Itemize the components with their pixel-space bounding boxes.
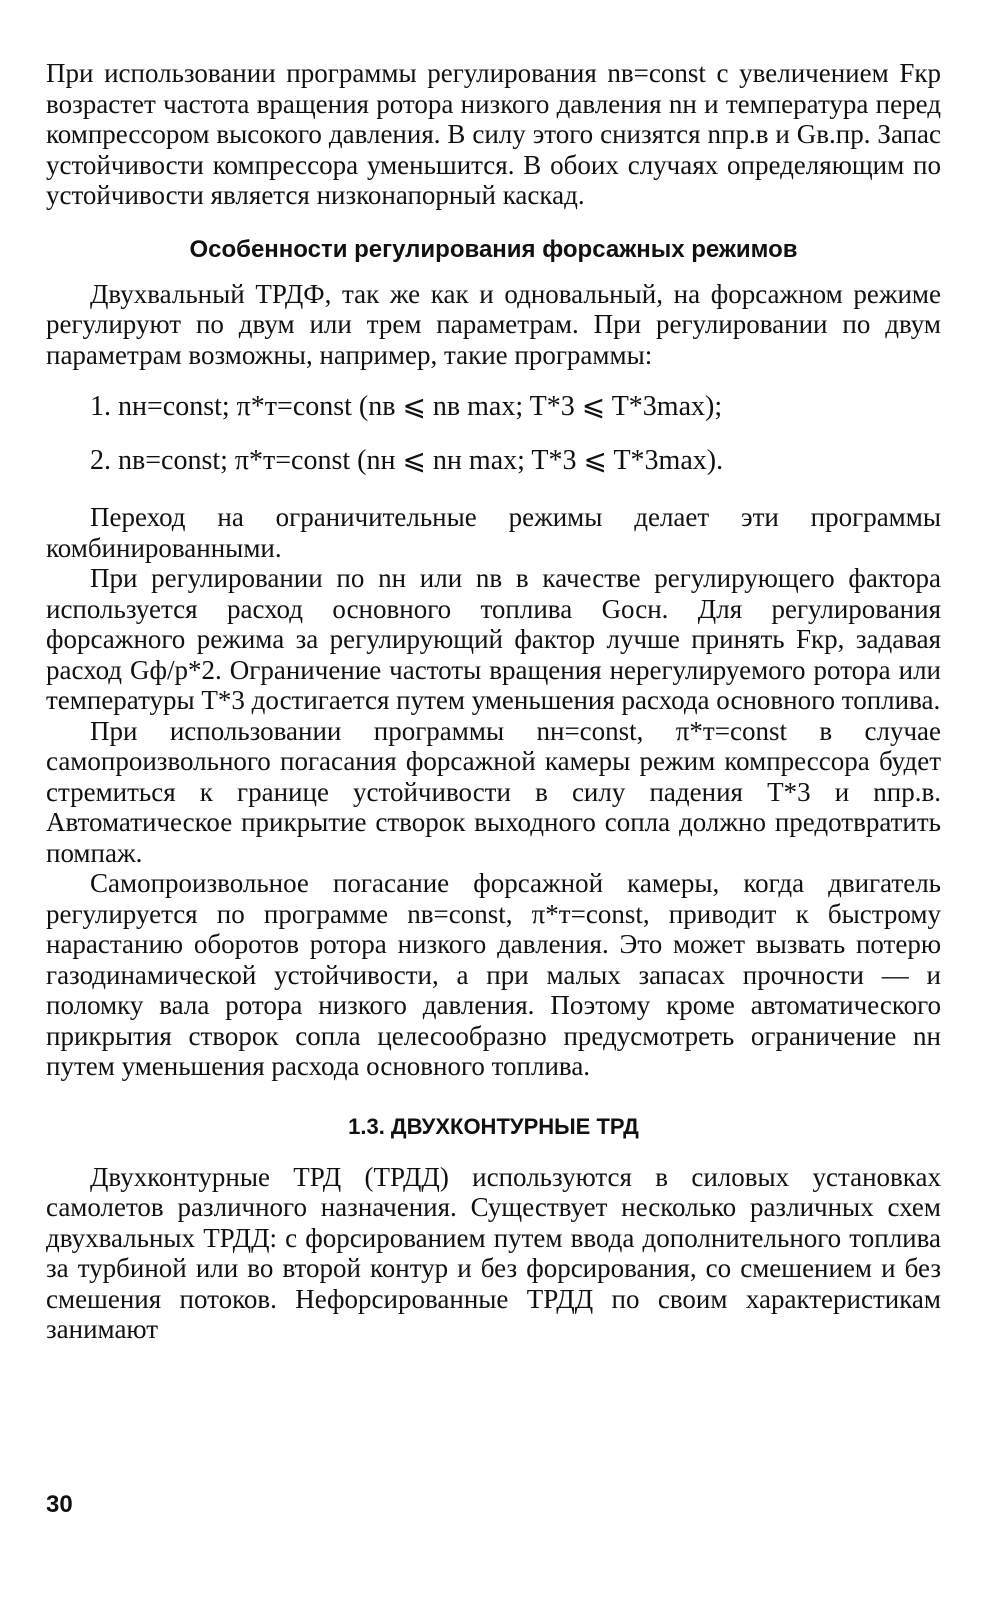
- paragraph-combined-programs: Переход на ограничительные режимы делает эти программы комбинированными.: [46, 502, 941, 563]
- paragraph-turbofan: Двухконтурные ТРД (ТРДД) используются в силовых установках самолетов различного назначения. Существует несколько различных схем двухвальных ТРДД: с форсированием путем ввода дополнительного топлива за турбиной или во второй контур и без форсирования, со смешением и без смешения потоков. Нефорсированные ТРДД по своим характеристикам занимают: [46, 1161, 941, 1344]
- section-heading-afterburner: Особенности регулирования форсажных режимов: [189, 235, 798, 263]
- section-heading-turbofan: 1.3. ДВУХКОНТУРНЫЕ ТРД: [348, 1113, 639, 1139]
- paragraph-continuation: При использовании программы регулирования nв=const с увеличением Fкр возрастет частота вращения ротора низкого давления nн и температура перед компрессором высокого давления. В силу этого снизятся nпр.в и Gв.пр. Запас устойчивости компрессора уменьшится. В обоих случаях определяющим по устойчивости является низконапорный каскад.: [46, 58, 941, 210]
- paragraph-low-pressure-rotor: Самопроизвольное погасание форсажной камеры, когда двигатель регулируется по программе nв=const, π*т=const, приводит к быстрому нарастанию оборотов ротора низкого давления. Это может вызвать потерю газодинамической устойчивости, а при малых запасах прочности — и поломку вала ротора низкого давления. Поэтому кроме автоматического прикрытия створок сопла целесообразно предусмотреть ограничение nн путем уменьшения расхода основного топлива.: [46, 868, 941, 1081]
- page-number: 30: [46, 1491, 73, 1518]
- formula-list: [46, 380, 941, 488]
- formula-1: 1. nн=const; π*т=const (nв ⩽ nв max; T*3 ⩽ T*3max);: [90, 391, 723, 422]
- paragraph-afterburner-flameout: При использовании программы nн=const, π*т=const в случае самопроизвольного погасания форсажной камеры режим компрессора будет стремиться к границе устойчивости в силу падения T*3 и nпр.в. Автоматическое прикрытие створок выходного сопла должно предотвратить помпаж.: [46, 715, 941, 868]
- paragraph-intro: Двухвальный ТРДФ, так же как и одновальный, на форсажном режиме регулируют по двум или трем параметрам. При регулировании по двум параметрам возможны, например, такие программы:: [46, 278, 941, 370]
- formula-2: 2. nв=const; π*т=const (nн ⩽ nн max; T*3 ⩽ T*3max).: [90, 445, 724, 476]
- paragraph-fuel-regulation: При регулировании по nн или nв в качестве регулирующего фактора используется расход основного топлива Gосн. Для регулирования форсажного режима за регулирующий фактор лучше принять Fкр, задавая расход Gф/p*2. Ограничение частоты вращения нерегулируемого ротора или температуры T*3 достигается путем уменьшения расхода основного топлива.: [46, 563, 941, 715]
